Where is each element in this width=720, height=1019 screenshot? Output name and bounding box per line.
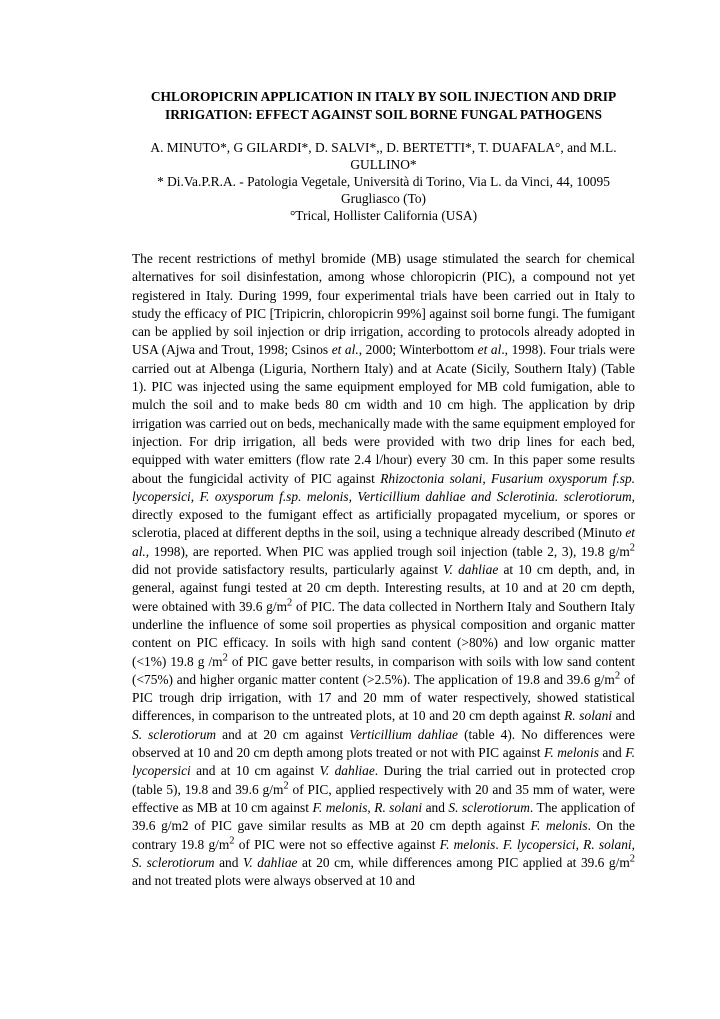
- text-run: and: [598, 745, 626, 761]
- species-names: Rhizoctonia solani, Fusarium oxysporum f.sp. lycopersici, F. oxysporum f.sp. melonis, Verticillium dahliae and Sclerotinia. sclerotiorum,: [132, 470, 635, 504]
- text-run: et al.,: [132, 525, 635, 559]
- text-run: of PIC, applied respectively with 20 and 35 mm of water, were effective as MB at 10 cm against: [132, 781, 635, 815]
- text-run: of PIC trough drip irrigation, with 17 and 20 mm of water respectively, showed statistical differences, in comparison to the untreated plots, at 10 and 20 cm depth against: [132, 671, 635, 724]
- text-run: and not treated plots were always observed at 10 and: [132, 873, 415, 889]
- affiliation-2: °Trical, Hollister California (USA): [289, 208, 478, 223]
- text-run: et al.: [331, 342, 359, 358]
- species-name: V. dahliae: [319, 763, 375, 779]
- text-run: at 20 cm, while differences among PIC applied at 39.6 g/m: [297, 854, 630, 870]
- text-run: of PIC. The data collected in Northern Italy and Southern Italy underline the influence of some soil properties as physical composition and organic matter content on PIC efficacy. In soils with high sand content (>80%) and low organic matter (<1%) 19.8 g /m: [132, 598, 635, 669]
- species-name: S. sclerotiorum: [132, 854, 215, 870]
- text-run: 1998), are reported. When PIC was applied trough soil injection (table 2, 3), 19.8 g/m: [149, 543, 630, 559]
- text-run: The recent restrictions of methyl bromide (MB) usage stimulated the search for chemical alternatives for soil disinfestation, among whose chloropicrin (PIC), a compound not yet registered in Italy. During 1999, four experimental trials have been carried out in Italy to study the efficacy of PIC [Tripicrin, chloropicrin 99%] against soil borne fungi. The fumigant can be applied by soil injection or drip irrigation, according to protocols already adopted in USA (Ajwa and Trout, 1998; Csinos: [132, 251, 635, 358]
- text-run: did not provide satisfactory results, particularly against: [132, 562, 444, 578]
- species-name: Verticillium dahliae: [349, 726, 458, 742]
- text-run: ,: [631, 836, 635, 852]
- superscript: 2: [629, 542, 635, 554]
- species-name: R. solani: [564, 708, 613, 724]
- species-name: S. sclerotiorum: [132, 726, 217, 742]
- text-run: ., 1998). Four trials were carried out at Albenga (Liguria, Northern Italy) and at Acate (Sicily, Southern Italy) (Table 1). PIC was injected using the same equipment employed for MB cold fumigation, able to mulch the soil and to make beds 80 cm width and 10 cm high. The application by drip irrigation was carried out on beds, mechanically made with the same equipment employed for injection. For drip irrigation, all beds were provided with two drip lines for each bed, equipped with water emitters (flow rate 2.4 l/hour) every 30 cm. In this paper some results about the fungicidal activity of PIC against: [132, 342, 636, 486]
- superscript: 2: [629, 853, 635, 865]
- text-run: . On the contrary 19.8 g/m: [132, 818, 635, 852]
- affiliation-1: * Di.Va.P.R.A. - Patologia Vegetale, Università di Torino, Via L. da Vinci, 44, 10095 Grugliasco (To): [157, 174, 610, 206]
- species-name: F. melonis: [530, 818, 588, 834]
- text-run: and at 10 cm against: [190, 763, 320, 779]
- species-name: R. solani: [374, 799, 423, 815]
- text-run: and at 20 cm against: [216, 726, 350, 742]
- text-run: at 10 cm depth, and, in general, against fungi tested at 20 cm depth. Interesting results, at 10 and at 20 cm depth, were obtained with 39.6 g/m: [132, 562, 635, 614]
- species-name: F. lycopersici: [132, 745, 636, 779]
- superscript: 2: [287, 597, 293, 609]
- text-run: ,: [575, 836, 584, 852]
- species-name: V. dahliae: [443, 562, 499, 578]
- text-run: of PIC were not so effective against: [234, 836, 440, 852]
- text-run: and: [612, 708, 635, 724]
- text-run: ,: [367, 799, 375, 815]
- text-run: of PIC gave better results, in comparison with soils with low sand content (<75%) and higher organic matter content (>2.5%). The application of 19.8 and 39.6 g/m: [132, 653, 635, 687]
- text-run: and: [422, 799, 449, 815]
- superscript: 2: [222, 652, 228, 664]
- species-name: V. dahliae: [242, 854, 298, 870]
- text-run: (table 4). No differences were observed at 10 and 20 cm depth among plots treated or not with PIC against: [132, 726, 635, 761]
- species-name: F. melonis: [312, 799, 368, 815]
- text-run: , 2000; Winterbottom: [358, 342, 478, 358]
- superscript: 2: [614, 670, 621, 682]
- text-run: .: [495, 836, 503, 852]
- species-name: S. sclerotiorum: [448, 799, 530, 815]
- species-name: F. melonis: [543, 745, 599, 761]
- text-run: . The application of 39.6 g/m2 of PIC gave similar results as MB at 20 cm depth against: [132, 799, 635, 834]
- abstract-paragraph: [132, 250, 635, 890]
- species-name: F. melonis: [439, 836, 496, 852]
- text-run: . During the trial carried out in protected crop (table 5), 19.8 and 39.6 g/m: [132, 763, 635, 797]
- text-run: directly exposed to the fumigant effect as artificially propagated mycelium, or spores or sclerotia, placed at different depths in the soil, using a technique already described (Minuto: [132, 507, 635, 541]
- species-name: R. solani: [583, 836, 632, 852]
- superscript: 2: [229, 835, 235, 847]
- species-name: F. lycopersici: [502, 836, 576, 852]
- author-list: A. MINUTO*, G GILARDI*, D. SALVI*,, D. BERTETTI*, T. DUAFALA°, and M.L. GULLINO*: [150, 140, 617, 172]
- text-run: et al: [477, 342, 502, 358]
- text-run: and: [214, 854, 243, 870]
- paper-title: CHLOROPICRIN APPLICATION IN ITALY BY SOIL INJECTION AND DRIP IRRIGATION: EFFECT AGAINST SOIL BORNE FUNGAL PATHOGENS: [150, 89, 617, 122]
- superscript: 2: [283, 780, 289, 792]
